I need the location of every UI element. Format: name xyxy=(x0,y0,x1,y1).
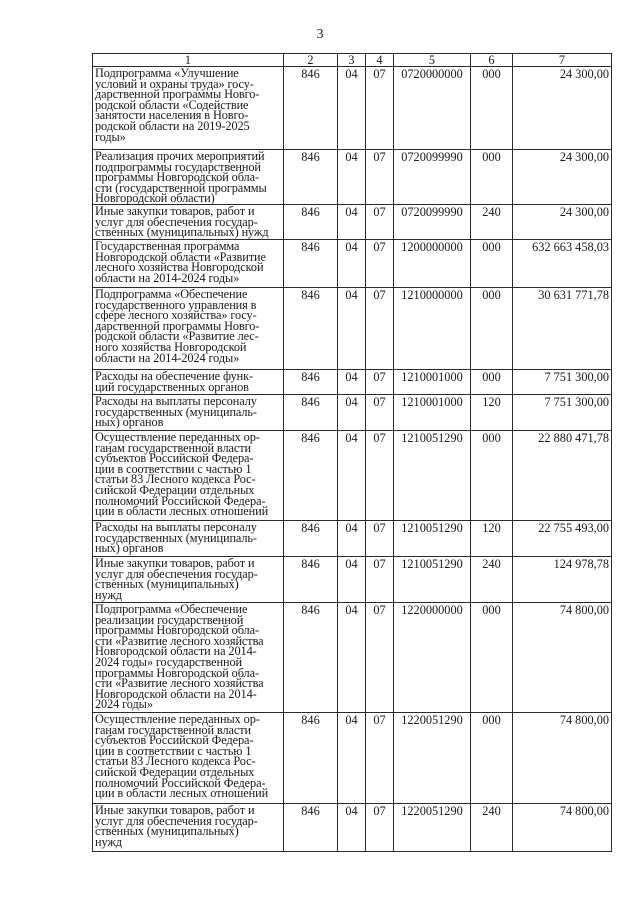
row-name xyxy=(93,603,284,713)
row-name-line: сти «Развитие лесного хозяйства xyxy=(95,676,264,691)
row-name-line: дарственной программы Новго- xyxy=(95,87,260,102)
row-name-line: сти «Развитие лесного хозяйства xyxy=(95,633,264,648)
column-header-4: 4 xyxy=(366,54,394,67)
row-name-line: Государственная программа xyxy=(95,239,240,253)
row-name-line: ственных (муниципальных) xyxy=(95,577,239,592)
table-row xyxy=(93,713,612,804)
table-row xyxy=(93,804,612,852)
row-code-subsection: 07 xyxy=(366,370,394,395)
row-code-grbs: 846 xyxy=(284,370,338,395)
row-name-line: сийской Федерации отдельных xyxy=(95,764,255,779)
row-amount: 24 300,00 xyxy=(513,205,612,240)
row-code-subsection: 07 xyxy=(366,240,394,288)
row-name-line: Расходы на выплаты персоналу xyxy=(95,394,257,408)
header-row xyxy=(93,54,612,67)
row-amount: 124 978,78 xyxy=(513,557,612,603)
table-body xyxy=(93,67,612,852)
row-name xyxy=(93,205,284,240)
table-row xyxy=(93,370,612,395)
row-name-line: услуг для обеспечения государ- xyxy=(95,813,258,828)
row-code-grbs: 846 xyxy=(284,288,338,370)
row-code-expense-type: 120 xyxy=(471,521,513,557)
row-code-subsection: 07 xyxy=(366,67,394,150)
row-amount: 24 300,00 xyxy=(513,67,612,150)
table-row xyxy=(93,67,612,150)
row-name-line: услуг для обеспечения государ- xyxy=(95,214,258,229)
row-name-line: Новгородской области на 2014- xyxy=(95,644,257,659)
row-name-line: ного хозяйства Новгородской xyxy=(95,339,247,354)
row-name-line: родской области «Содействие xyxy=(95,97,249,112)
column-header-5: 5 xyxy=(394,54,471,67)
row-code-section: 04 xyxy=(338,603,366,713)
row-code-grbs: 846 xyxy=(284,240,338,288)
row-name-line: субъектов Российской Федера- xyxy=(95,733,254,748)
row-name xyxy=(93,557,284,603)
row-name-line: ственных (муниципальных) xyxy=(95,824,239,839)
row-name-line: Новгородской области) xyxy=(95,191,215,206)
row-name-line: Новгородской области «Развитие xyxy=(95,249,266,264)
row-name-line: ганам государственной власти xyxy=(95,440,251,455)
row-code-target: 1210051290 xyxy=(394,557,471,603)
row-name-line: Новгородской области на 2014- xyxy=(95,686,257,701)
row-name xyxy=(93,395,284,431)
row-code-section: 04 xyxy=(338,67,366,150)
row-name-line: услуг для обеспечения государ- xyxy=(95,566,258,581)
table-row xyxy=(93,521,612,557)
table-row xyxy=(93,240,612,288)
row-name-line: ции в соответствии с частью 1 xyxy=(95,743,252,758)
row-code-subsection: 07 xyxy=(366,431,394,521)
row-name xyxy=(93,150,284,205)
column-header-7: 7 xyxy=(513,54,612,67)
row-amount: 7 751 300,00 xyxy=(513,370,612,395)
row-name-line: родской области на 2019-2025 xyxy=(95,118,250,133)
row-amount: 74 800,00 xyxy=(513,603,612,713)
row-code-expense-type: 000 xyxy=(471,431,513,521)
row-name-line: статьи 83 Лесного кодекса Рос- xyxy=(95,754,256,769)
table-row xyxy=(93,431,612,521)
row-name-line: области на 2014-2024 годы» xyxy=(95,270,240,285)
row-code-subsection: 07 xyxy=(366,205,394,240)
row-name xyxy=(93,240,284,288)
row-code-section: 04 xyxy=(338,150,366,205)
row-name-line: нужд xyxy=(95,587,122,602)
page-number: 3 xyxy=(316,27,324,42)
row-name-line: ции в области лесных отношений xyxy=(95,786,269,801)
row-code-section: 04 xyxy=(338,521,366,557)
row-name-line: сийской Федерации отдельных xyxy=(95,482,255,497)
row-name-line: Осуществление переданных ор- xyxy=(95,712,260,726)
row-code-section: 04 xyxy=(338,713,366,804)
row-name xyxy=(93,370,284,395)
row-name-line: программы Новгородской обла- xyxy=(95,170,259,185)
row-code-expense-type: 000 xyxy=(471,713,513,804)
row-name xyxy=(93,288,284,370)
row-name-line: Иные закупки товаров, работ и xyxy=(95,803,255,817)
row-name-line: субъектов Российской Федера- xyxy=(95,451,254,466)
row-name-line: Расходы на выплаты персоналу xyxy=(95,520,257,534)
row-name-line: лесного хозяйства Новгородской xyxy=(95,260,264,275)
row-code-subsection: 07 xyxy=(366,713,394,804)
row-code-target: 1220051290 xyxy=(394,713,471,804)
row-code-grbs: 846 xyxy=(284,205,338,240)
row-name xyxy=(93,521,284,557)
row-name-line: полномочий Российской Федера- xyxy=(95,493,266,508)
row-code-expense-type: 000 xyxy=(471,67,513,150)
row-amount: 7 751 300,00 xyxy=(513,395,612,431)
row-name-line: 2024 годы» xyxy=(95,697,153,712)
row-name-line: ганам государственной власти xyxy=(95,722,251,737)
row-name-line: реализации государственной xyxy=(95,612,244,627)
row-code-section: 04 xyxy=(338,288,366,370)
row-name-line: государственного управления в xyxy=(95,297,257,312)
table-row xyxy=(93,395,612,431)
row-code-section: 04 xyxy=(338,395,366,431)
row-name-line: Осуществление переданных ор- xyxy=(95,430,260,444)
row-name-line: Иные закупки товаров, работ и xyxy=(95,204,255,218)
row-code-expense-type: 000 xyxy=(471,288,513,370)
row-code-target: 1210051290 xyxy=(394,521,471,557)
row-code-expense-type: 000 xyxy=(471,370,513,395)
row-code-target: 0720099990 xyxy=(394,205,471,240)
row-code-subsection: 07 xyxy=(366,395,394,431)
row-code-subsection: 07 xyxy=(366,804,394,852)
row-code-grbs: 846 xyxy=(284,557,338,603)
budget-table xyxy=(92,53,612,852)
row-name-line: ции в соответствии с частью 1 xyxy=(95,461,252,476)
row-name-line: годы» xyxy=(95,129,126,144)
row-name-line: программы Новгородской обла- xyxy=(95,623,259,638)
row-code-section: 04 xyxy=(338,804,366,852)
row-code-subsection: 07 xyxy=(366,521,394,557)
table-row xyxy=(93,557,612,603)
row-code-grbs: 846 xyxy=(284,431,338,521)
row-code-subsection: 07 xyxy=(366,557,394,603)
row-name-line: ных) органов xyxy=(95,415,164,430)
row-code-target: 1220000000 xyxy=(394,603,471,713)
table-row xyxy=(93,205,612,240)
row-name-line: ций государственных органов xyxy=(95,379,249,394)
row-code-target: 1210001000 xyxy=(394,370,471,395)
row-code-section: 04 xyxy=(338,557,366,603)
row-code-grbs: 846 xyxy=(284,713,338,804)
row-code-target: 1210001000 xyxy=(394,395,471,431)
row-code-target: 1200000000 xyxy=(394,240,471,288)
row-name-line: ственных (муниципальных) нужд xyxy=(95,225,269,240)
row-code-section: 04 xyxy=(338,431,366,521)
row-name-line: государственных (муниципаль- xyxy=(95,530,257,545)
row-code-subsection: 07 xyxy=(366,150,394,205)
column-header-3: 3 xyxy=(338,54,366,67)
row-code-target: 0720000000 xyxy=(394,67,471,150)
row-code-target: 1210000000 xyxy=(394,288,471,370)
row-amount: 30 631 771,78 xyxy=(513,288,612,370)
row-name-line: Расходы на обеспечение функ- xyxy=(95,369,253,383)
row-amount: 22 755 493,00 xyxy=(513,521,612,557)
row-code-grbs: 846 xyxy=(284,603,338,713)
row-name-line: Иные закупки товаров, работ и xyxy=(95,556,255,570)
row-code-section: 04 xyxy=(338,205,366,240)
row-name-line: дарственной программы Новго- xyxy=(95,318,260,333)
row-code-section: 04 xyxy=(338,240,366,288)
row-name xyxy=(93,431,284,521)
row-name-line: ных) органов xyxy=(95,541,164,556)
row-name-line: полномочий Российской Федера- xyxy=(95,775,266,790)
row-name xyxy=(93,713,284,804)
row-name-line: Подпрограмма «Обеспечение xyxy=(95,287,248,301)
row-code-expense-type: 120 xyxy=(471,395,513,431)
row-code-target: 0720099990 xyxy=(394,150,471,205)
row-code-target: 1220051290 xyxy=(394,804,471,852)
row-name-line: сти (государственной программы xyxy=(95,180,267,195)
row-code-expense-type: 240 xyxy=(471,205,513,240)
row-amount: 74 800,00 xyxy=(513,804,612,852)
row-code-expense-type: 000 xyxy=(471,150,513,205)
row-name-line: Подпрограмма «Обеспечение xyxy=(95,602,248,616)
column-header-6: 6 xyxy=(471,54,513,67)
row-code-expense-type: 240 xyxy=(471,557,513,603)
row-amount: 632 663 458,03 xyxy=(513,240,612,288)
row-name-line: нужд xyxy=(95,834,122,849)
row-name-line: области на 2014-2024 годы» xyxy=(95,350,240,365)
row-code-subsection: 07 xyxy=(366,603,394,713)
row-name-line: ции в области лесных отношений xyxy=(95,504,269,519)
table-row xyxy=(93,603,612,713)
row-amount: 24 300,00 xyxy=(513,150,612,205)
row-name-line: 2024 годы» государственной xyxy=(95,654,242,669)
row-name-line: сфере лесного хозяйства» госу- xyxy=(95,308,257,323)
row-name-line: условий и охраны труда» госу- xyxy=(95,76,254,91)
row-name xyxy=(93,804,284,852)
row-name-line: родской области «Развитие лес- xyxy=(95,329,259,344)
row-code-grbs: 846 xyxy=(284,150,338,205)
table-row xyxy=(93,150,612,205)
row-code-grbs: 846 xyxy=(284,521,338,557)
row-code-subsection: 07 xyxy=(366,288,394,370)
row-name-line: Реализация прочих мероприятий xyxy=(95,149,265,163)
row-name-line: государственных (муниципаль- xyxy=(95,404,257,419)
row-name-line: статьи 83 Лесного кодекса Рос- xyxy=(95,472,256,487)
row-code-grbs: 846 xyxy=(284,395,338,431)
row-amount: 74 800,00 xyxy=(513,713,612,804)
row-code-section: 04 xyxy=(338,370,366,395)
column-header-1: 1 xyxy=(93,54,284,67)
row-name-line: занятости населения в Новго- xyxy=(95,108,249,123)
row-code-expense-type: 240 xyxy=(471,804,513,852)
row-code-grbs: 846 xyxy=(284,804,338,852)
row-code-grbs: 846 xyxy=(284,67,338,150)
row-code-target: 1210051290 xyxy=(394,431,471,521)
row-name xyxy=(93,67,284,150)
row-name-line: Подпрограмма «Улучшение xyxy=(95,66,239,80)
row-name-line: подпрограммы государственной xyxy=(95,159,261,174)
row-name-line: программы Новгородской обла- xyxy=(95,665,259,680)
row-code-expense-type: 000 xyxy=(471,240,513,288)
row-code-expense-type: 000 xyxy=(471,603,513,713)
table-row xyxy=(93,288,612,370)
column-header-2: 2 xyxy=(284,54,338,67)
row-amount: 22 880 471,78 xyxy=(513,431,612,521)
